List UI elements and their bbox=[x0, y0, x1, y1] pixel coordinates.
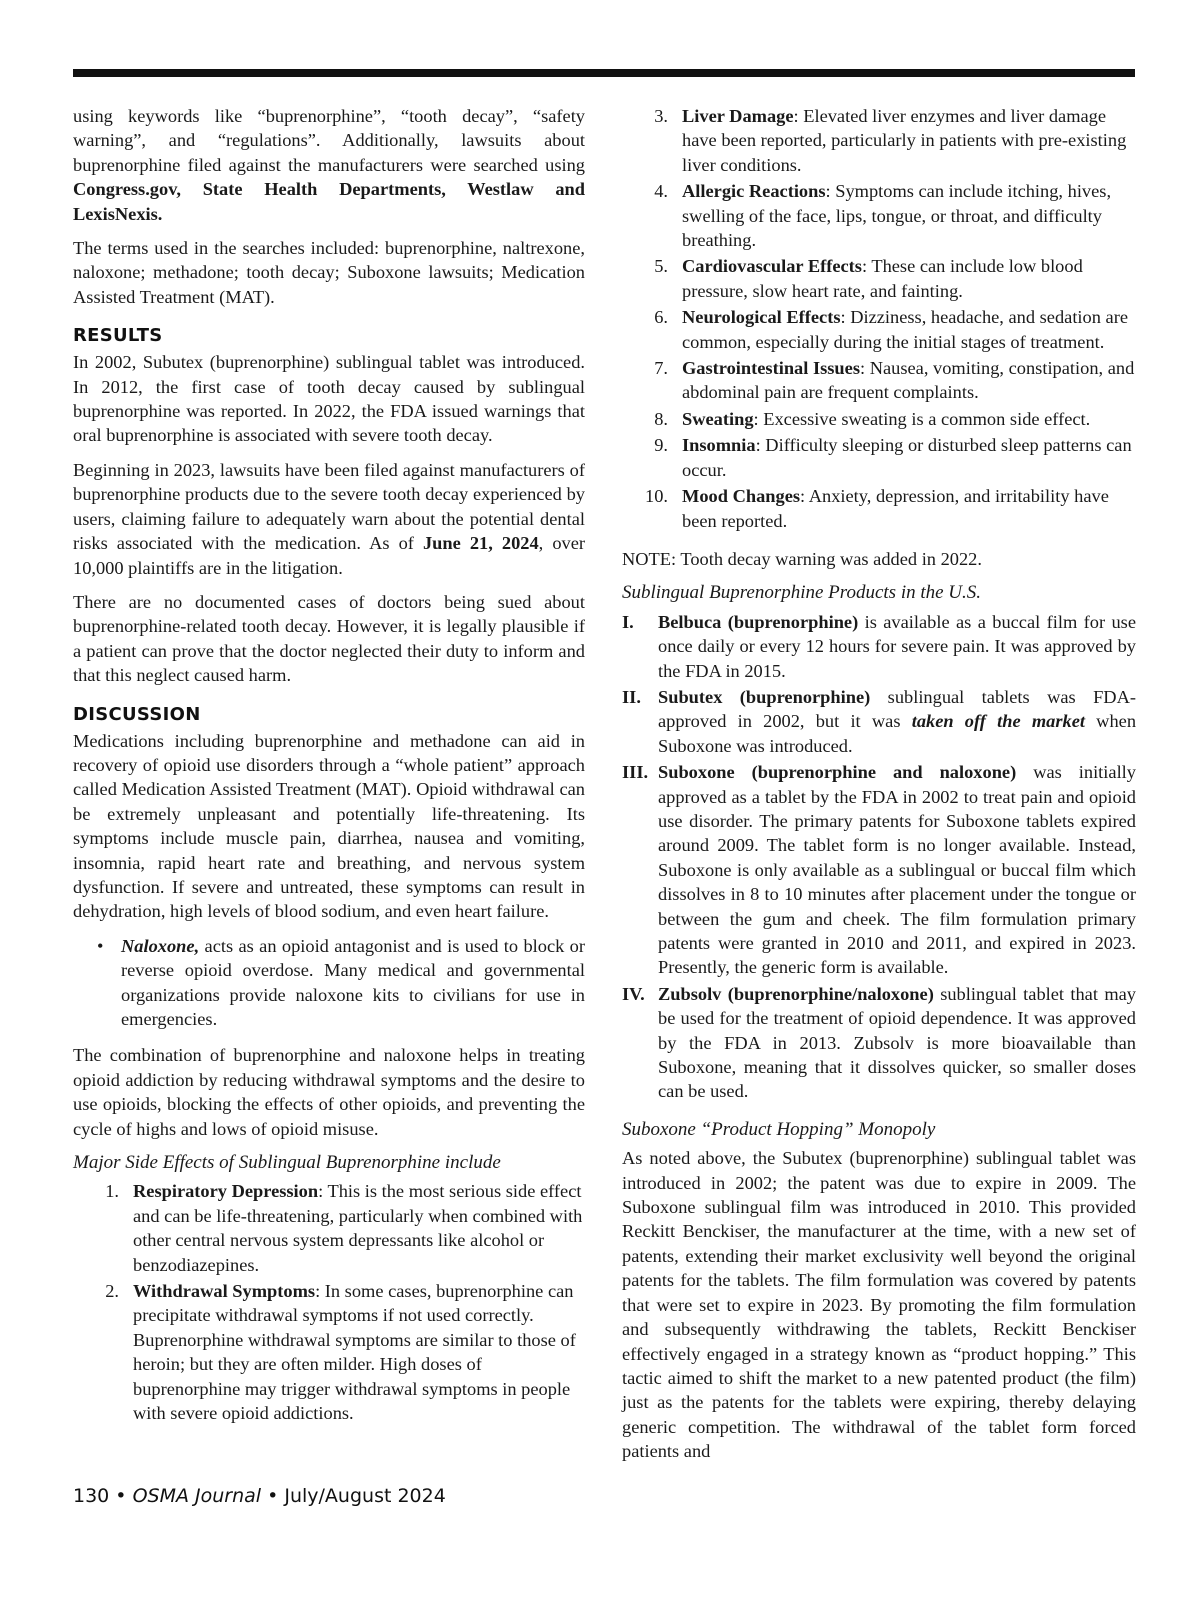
search-terms-paragraph: The terms used in the searches included: buprenorphine, naltrexone, naloxone; methadone; tooth decay; Suboxone lawsuits; Medication Assisted Treatment (MAT). bbox=[73, 238, 585, 307]
roman-numeral: II. bbox=[622, 686, 641, 707]
list-item bbox=[622, 610, 1136, 683]
item-number: 2. bbox=[105, 1281, 119, 1302]
discussion-heading: DISCUSSION bbox=[73, 703, 201, 725]
list-item bbox=[622, 760, 1136, 980]
item-term: Neurological Effects bbox=[682, 307, 841, 328]
item-term: Sweating bbox=[682, 408, 754, 429]
item-term: Insomnia bbox=[682, 435, 756, 456]
list-item bbox=[622, 685, 1136, 758]
list-item bbox=[622, 305, 1136, 354]
bullet-term: Naloxone, bbox=[121, 935, 200, 956]
side-effects-heading: Major Side Effects of Sublingual Buprenorphine include bbox=[73, 1152, 501, 1174]
note-text: NOTE: Tooth decay warning was added in 2022. bbox=[622, 548, 982, 569]
product-text: sublingual tablets was FDA-approved in 2002, but it was bbox=[658, 686, 1136, 732]
roman-numeral: IV. bbox=[622, 983, 645, 1004]
bullet-marker: • bbox=[97, 935, 104, 956]
item-text: : Dizziness, headache, and sedation are common, especially during the initial stages of treatment. bbox=[682, 307, 1128, 352]
methods-paragraph bbox=[73, 104, 585, 226]
results-paragraph-2 bbox=[73, 458, 585, 580]
item-term: Allergic Reactions bbox=[682, 181, 826, 202]
product-text: sublingual tablet that may be used for the treatment of opioid dependence. It was approved by the FDA in 2013. Zubsolv is more bioavailable than Suboxone, meaning that it dissolves quicker, so smaller doses can be used. bbox=[658, 983, 1136, 1102]
item-number: 3. bbox=[654, 106, 668, 126]
product-text: was initially approved as a tablet by the FDA in 2002 to treat pain and opioid use disorder. The primary patents for Suboxone tablets expired around 2009. The tablet form is no longer available. Instead, Suboxone is only available as a sublingual or buccal film which dissolves in 8 to 10 minutes after placement under the tongue or between the gum and cheek. The film formulation primary patents were granted in 2010 and 2011, and expired in 2023. Presently, the generic form is available. bbox=[658, 762, 1136, 978]
sources-bold: Congress.gov, State Health Departments, Westlaw and LexisNexis. bbox=[73, 179, 585, 224]
item-term: Mood Changes bbox=[682, 486, 801, 507]
item-number: 10. bbox=[645, 486, 668, 507]
products-list bbox=[622, 610, 1136, 1104]
item-text: : Anxiety, depression, and irritability have been reported. bbox=[682, 486, 1109, 531]
list-item bbox=[622, 104, 1136, 177]
product-name: Belbuca (buprenorphine) bbox=[658, 611, 859, 632]
results-heading: RESULTS bbox=[73, 325, 163, 347]
product-text: is available as a buccal film for use once daily or every 12 hours for severe pain. It was approved by the FDA in 2015. bbox=[658, 611, 1137, 681]
product-name: Suboxone (buprenorphine and naloxone) bbox=[658, 762, 1017, 783]
item-number: 1. bbox=[105, 1181, 119, 1202]
product-text: when Suboxone was introduced. bbox=[658, 711, 1137, 756]
item-text: : This is the most serious side effect and can be life-threatening, particularly when combined with other central nervous system depressants like alcohol or benzodiazepines. bbox=[133, 1181, 583, 1275]
item-number: 5. bbox=[654, 256, 668, 277]
side-effects-list-left bbox=[73, 1179, 585, 1425]
product-name: Subutex (buprenorphine) bbox=[658, 686, 871, 707]
list-item bbox=[73, 934, 585, 1032]
item-text: : Symptoms can include itching, hives, swelling of the face, lips, tongue, or throat, and difficulty breathing. bbox=[682, 181, 1112, 251]
monopoly-heading: Suboxone “Product Hopping” Monopoly bbox=[622, 1118, 936, 1140]
list-item bbox=[622, 179, 1136, 252]
list-item bbox=[622, 484, 1136, 533]
side-effects-list-right bbox=[622, 104, 1136, 533]
footer-separator: • bbox=[109, 1485, 133, 1507]
list-item bbox=[622, 356, 1136, 405]
page-number: 130 bbox=[73, 1485, 110, 1507]
list-item bbox=[73, 1279, 585, 1425]
list-item bbox=[622, 982, 1136, 1104]
list-item bbox=[622, 433, 1136, 482]
list-item bbox=[73, 1179, 585, 1277]
paragraph-text: using keywords like “buprenorphine”, “tooth decay”, “safety warning”, and “regulations”. Additionally, lawsuits about buprenorphine filed against the manufacturers were searched using bbox=[73, 106, 585, 175]
item-term: Withdrawal Symptoms bbox=[133, 1281, 316, 1302]
item-number: 4. bbox=[654, 181, 668, 202]
bullet-text: acts as an opioid antagonist and is used to block or reverse opioid overdose. Many medical and governmental organizations provide naloxone kits to civilians for use in emergencies. bbox=[121, 935, 585, 1029]
footer-separator: • bbox=[261, 1485, 285, 1507]
naloxone-bullet-list bbox=[73, 934, 585, 1032]
item-number: 7. bbox=[654, 358, 668, 379]
discussion-paragraph-2: The combination of buprenorphine and naloxone helps in treating opioid addiction by reducing withdrawal symptoms and the desire to use opioids, blocking the effects of other opioids, and preventing the cycle of highs and lows of opioid misuse. bbox=[73, 1045, 585, 1139]
item-text: : Nausea, vomiting, constipation, and abdominal pain are frequent complaints. bbox=[682, 358, 1135, 403]
discussion-paragraph-1: Medications including buprenorphine and methadone can aid in recovery of opioid use disorders through a “whole patient” approach called Medication Assisted Treatment (MAT). Opioid withdrawal can be extremely unpleasant and potentially life-threatening. Its symptoms include muscle pain, diarrhea, nausea and vomiting, insomnia, rapid heart rate and breathing, and nervous system dysfunction. If severe and untreated, these symptoms can result in dehydration, high levels of blood sodium, and even heart failure. bbox=[73, 730, 585, 922]
item-text: : In some cases, buprenorphine can precipitate withdrawal symptoms if not used correctly. Buprenorphine withdrawal symptoms are similar to those of heroin; but they are often milder. High doses of buprenorphine may trigger withdrawal symptoms in people with severe opioid addictions. bbox=[133, 1281, 576, 1424]
item-text: : Excessive sweating is a common side effect. bbox=[753, 408, 1091, 429]
date-bold: June 21, 2024 bbox=[422, 533, 539, 554]
left-column bbox=[73, 104, 585, 1436]
item-term: Respiratory Depression bbox=[133, 1181, 319, 1202]
paragraph-text: , over 10,000 plaintiffs are in the litigation. bbox=[73, 533, 586, 578]
product-name: Zubsolv (buprenorphine/naloxone) bbox=[658, 983, 934, 1004]
item-number: 6. bbox=[654, 307, 668, 328]
list-item bbox=[622, 254, 1136, 303]
item-term: Gastrointestinal Issues bbox=[682, 358, 860, 379]
top-rule bbox=[73, 69, 1135, 77]
item-number: 8. bbox=[654, 408, 668, 429]
products-heading: Sublingual Buprenorphine Products in the U.S. bbox=[622, 582, 982, 604]
page-footer bbox=[73, 1484, 446, 1508]
emphasis-text: taken off the market bbox=[911, 711, 1085, 732]
right-column bbox=[622, 104, 1136, 1474]
item-term: Cardiovascular Effects bbox=[682, 256, 862, 277]
item-text: : These can include low blood pressure, slow heart rate, and fainting. bbox=[682, 256, 1083, 301]
item-term: Liver Damage bbox=[682, 106, 794, 126]
roman-numeral: I. bbox=[622, 611, 634, 632]
roman-numeral: III. bbox=[622, 762, 649, 783]
results-paragraph-1: In 2002, Subutex (buprenorphine) sublingual tablet was introduced. In 2012, the first case of tooth decay caused by sublingual buprenorphine was reported. In 2022, the FDA issued warnings that oral buprenorphine is associated with severe tooth decay. bbox=[73, 352, 585, 446]
item-text: : Difficulty sleeping or disturbed sleep patterns can occur. bbox=[682, 435, 1132, 480]
results-paragraph-3: There are no documented cases of doctors being sued about buprenorphine-related tooth decay. However, it is legally plausible if a patient can prove that the doctor neglected their duty to inform and that this neglect caused harm. bbox=[73, 591, 585, 686]
monopoly-paragraph: As noted above, the Subutex (buprenorphine) sublingual tablet was introduced in 2002; the patent was due to expire in 2009. The Suboxone sublingual film was introduced in 2010. This provided Reckitt Benckiser, the manufacturer at the time, with a new set of patents, extending their market exclusivity well beyond the original patents for the tablets. The film formulation was covered by patents that were set to expire in 2023. By promoting the film formulation and subsequently withdrawing the tablets, Reckitt Benckiser effectively engaged in a strategy known as “product hopping.” This tactic aimed to shift the market to a new patented product (the film) just as the patents for the tablets were expiring, thereby delaying generic competition. The withdrawal of the tablet form forced patients and bbox=[622, 1148, 1136, 1462]
list-item bbox=[622, 407, 1136, 431]
journal-name: OSMA Journal bbox=[132, 1485, 262, 1507]
issue-date: July/August 2024 bbox=[284, 1485, 446, 1507]
item-text: : Elevated liver enzymes and liver damage have been reported, particularly in patients with pre-existing liver conditions. bbox=[682, 106, 1127, 175]
item-number: 9. bbox=[654, 435, 668, 456]
paragraph-text: Beginning in 2023, lawsuits have been filed against manufacturers of buprenorphine products due to the severe tooth decay experienced by users, claiming failure to adequately warn about the potential dental risks associated with the medication. As of bbox=[73, 459, 585, 554]
